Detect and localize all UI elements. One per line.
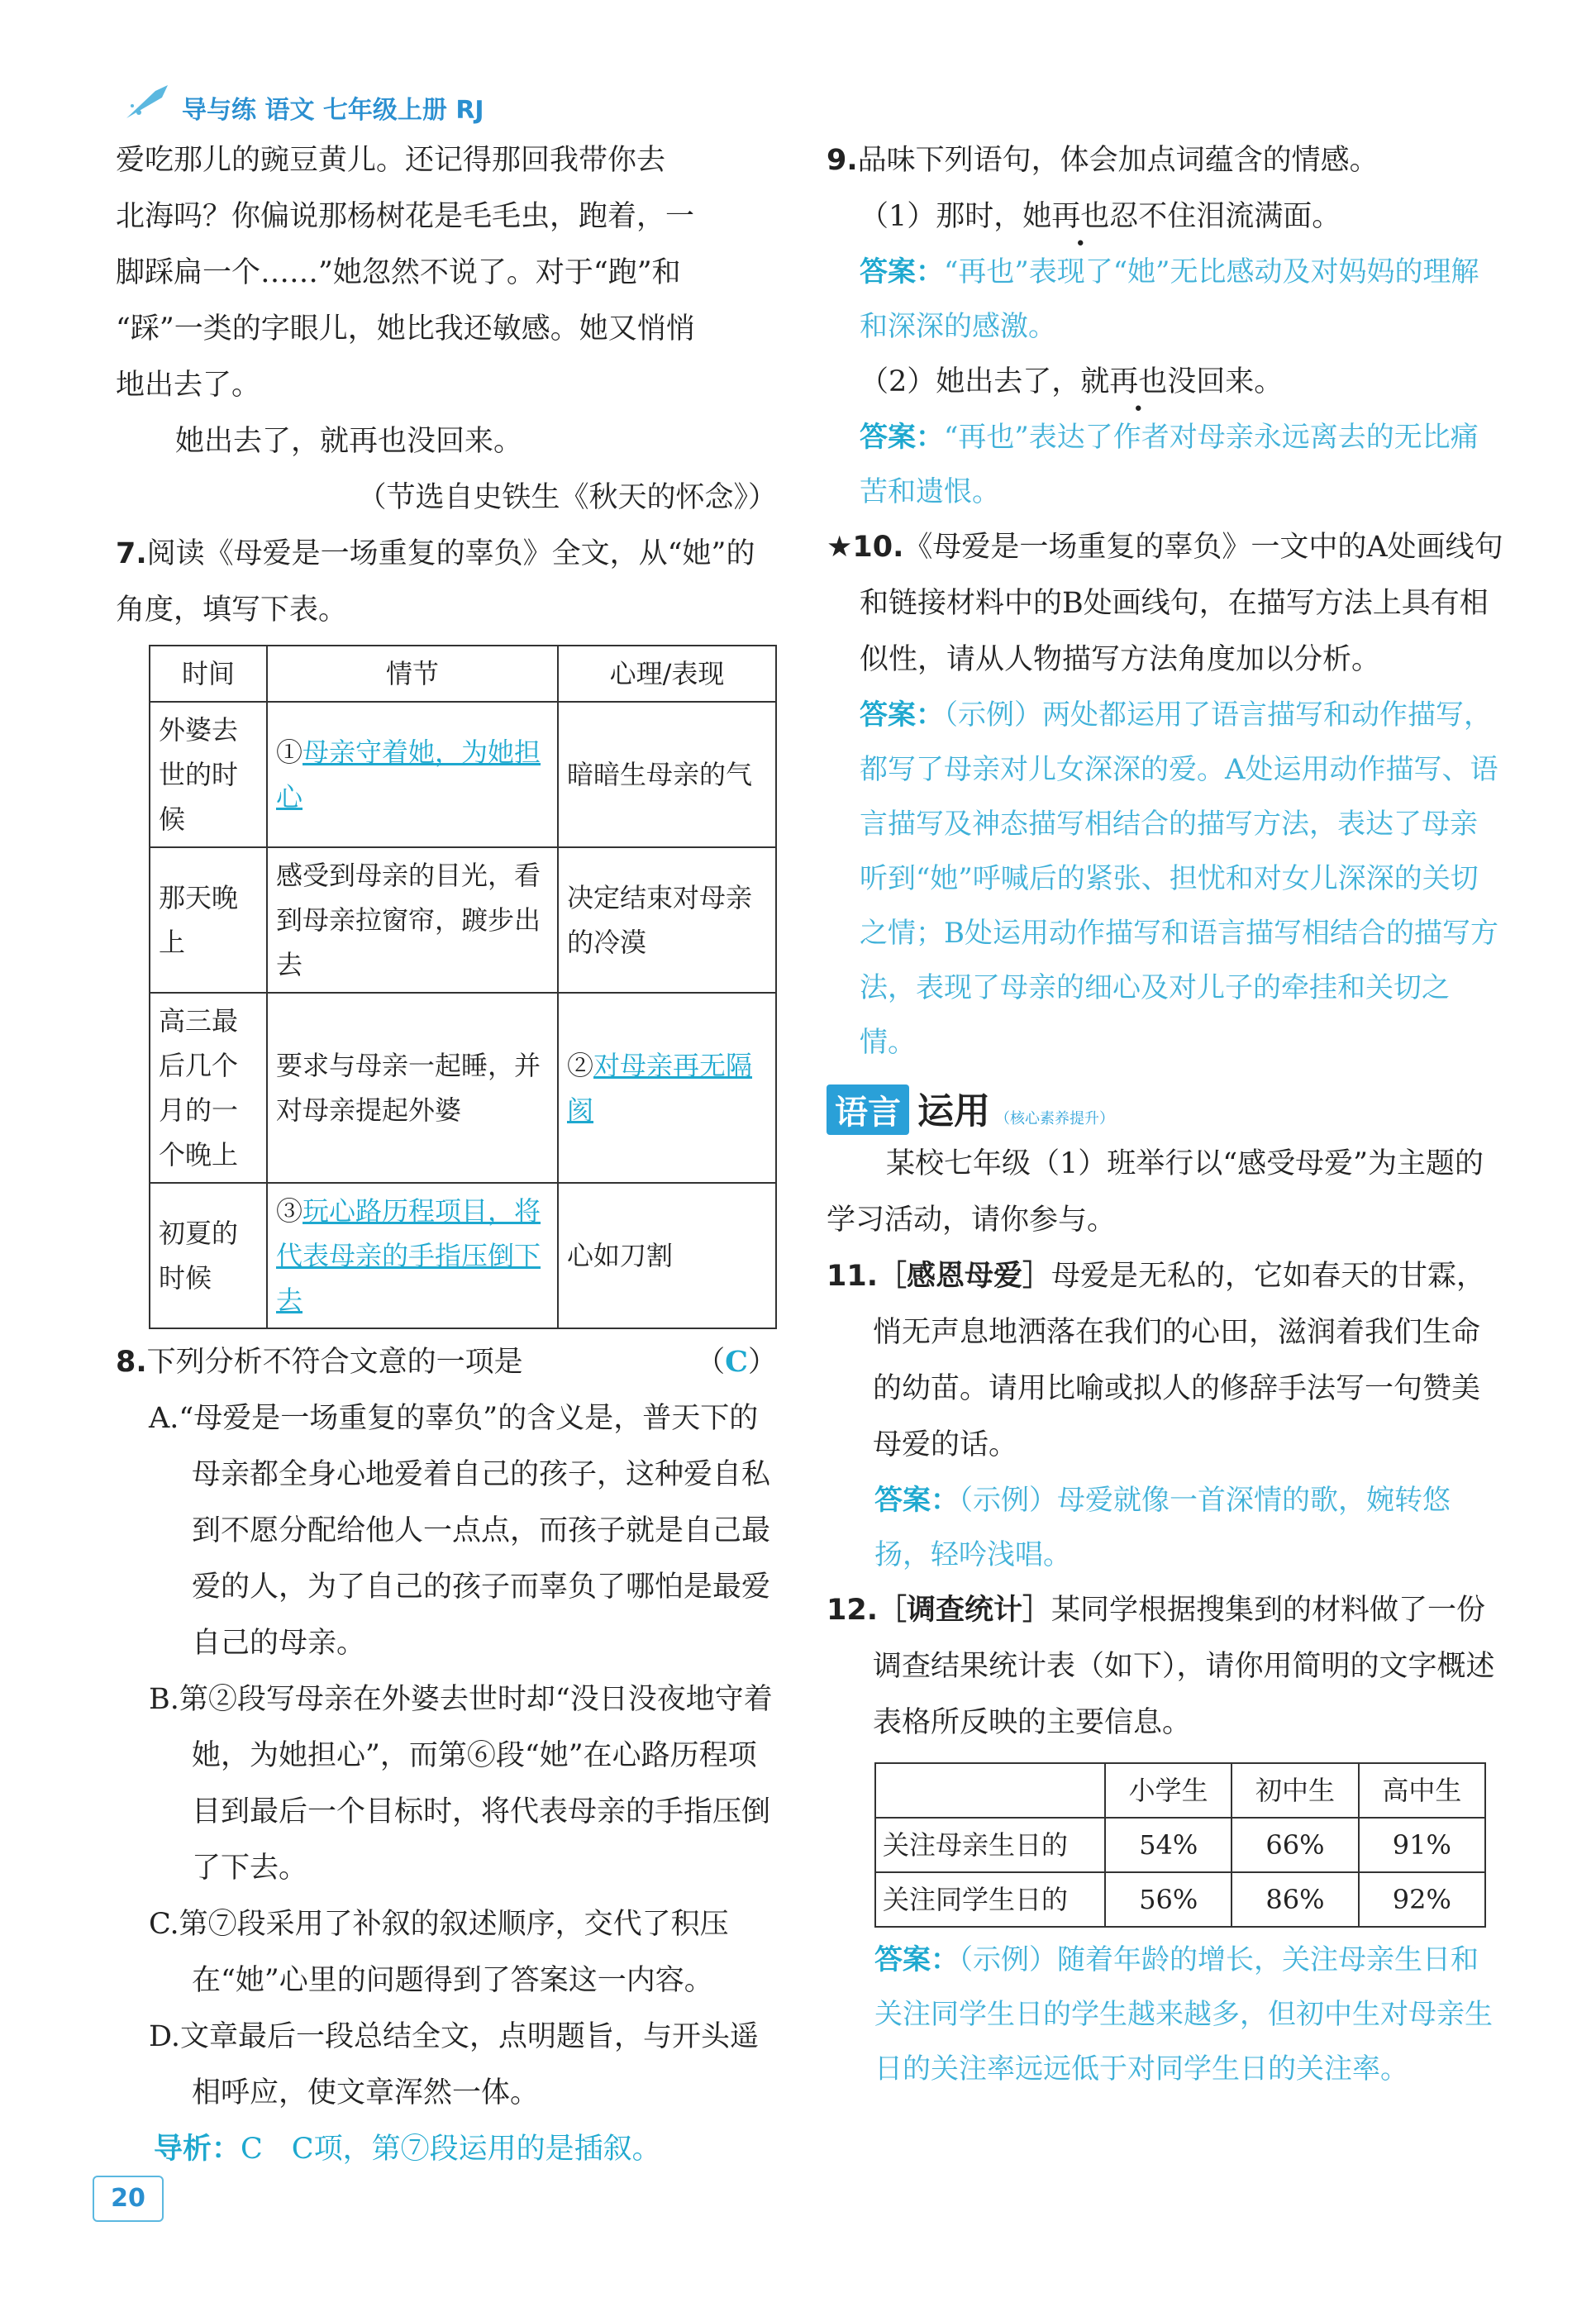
question-text: 阅读《母爱是一场重复的辜负》全文，从“她”的角度，填写下表。	[116, 537, 755, 627]
table-header: 情节	[267, 646, 558, 702]
plot-table	[149, 645, 777, 1329]
table-cell: 86%	[1232, 1872, 1358, 1927]
passage-line: 北海吗？你偏说那杨树花是毛毛虫，跑着，一	[116, 200, 695, 233]
table-cell: 66%	[1232, 1818, 1358, 1872]
table-cell: 56%	[1105, 1872, 1232, 1927]
section-badge: 语言	[827, 1084, 909, 1135]
sentence-1	[827, 188, 1504, 245]
answer-9-1	[827, 245, 1504, 354]
option-c: C.第⑦段采用了补叙的叙述顺序，交代了积压在“她”心里的问题得到了答案这一内容。	[149, 1908, 729, 1997]
question-text: 下列分析不符合文意的一项是	[146, 1346, 523, 1379]
question-9	[827, 132, 1504, 519]
guide-label: 导析：	[154, 2133, 241, 2166]
table-cell: 决定结束对母亲的冷漠	[558, 847, 776, 993]
passage-line: “踩”一类的字眼儿，她比我还敏感。她又悄悄	[116, 312, 695, 346]
bracket-open: （	[696, 1346, 726, 1379]
sentence-part: （1）那时，她	[860, 200, 1052, 233]
question-text: 母爱是无私的，它如春天的甘霖，悄无声息地洒落在我们的心田，滋润着我们生命的幼苗。请用比喻或拟人的修辞手法写一句赞美母爱的话。	[873, 1260, 1486, 1461]
table-cell: 91%	[1359, 1818, 1485, 1872]
question-number: 9.	[827, 144, 858, 177]
sentence-2	[827, 354, 1504, 410]
section-title: 运用	[917, 1090, 990, 1132]
blank-number: ③	[276, 1195, 303, 1227]
sentence-part: 没回来。	[1167, 365, 1284, 398]
question-number: ★10.	[827, 531, 904, 564]
table-cell: 关注母亲生日的	[875, 1818, 1105, 1872]
question-10	[827, 519, 1504, 1070]
section-subtitle: （核心素养提升）	[995, 1110, 1114, 1127]
table-header: 高中生	[1359, 1763, 1485, 1818]
answer-label: 答案：	[860, 698, 944, 732]
left-column	[116, 132, 777, 2177]
blank-number: ②	[567, 1050, 594, 1081]
answer-text: （示例）随着年龄的增长，关注母亲生日和关注同学生日的学生越来越多，但初中生对母亲生日的关注率远远低于对同学生日的关注率。	[874, 1943, 1493, 2086]
table-cell: 初夏的时候	[150, 1183, 267, 1328]
option-d: D.文章最后一段总结全文，点明题旨，与开头遥相呼应，使文章浑然一体。	[149, 2020, 759, 2109]
dotted-word: 再也	[1109, 365, 1168, 398]
answer-9-2	[827, 410, 1504, 519]
answer-12	[827, 1933, 1504, 2096]
table-header: 心理/表现	[558, 646, 776, 702]
filled-answer: 玩心路历程项目，将代表母亲的手指压倒下去	[276, 1195, 541, 1316]
answer-label: 答案：	[860, 255, 944, 288]
table-header: 时间	[150, 646, 267, 702]
table-header: 小学生	[1105, 1763, 1232, 1818]
question-number: 7.	[116, 537, 147, 570]
table-cell: 心如刀割	[558, 1183, 776, 1328]
question-8	[116, 1334, 777, 2177]
table-cell: 54%	[1105, 1818, 1232, 1872]
passage-source: （节选自史铁生《秋天的怀念》）	[357, 481, 777, 514]
question-12	[827, 1582, 1504, 2096]
answer-text: （示例）母爱就像一首深情的歌，婉转悠扬，轻吟浅唱。	[874, 1484, 1451, 1571]
table-cell: 外婆去世的时候	[150, 702, 267, 847]
table-cell	[267, 702, 558, 847]
question-text: 品味下列语句，体会加点词蕴含的情感。	[857, 144, 1379, 177]
bracket-close: ）	[747, 1346, 777, 1379]
passage-last-line: 她出去了，就再也没回来。	[175, 425, 523, 458]
table-cell: 92%	[1359, 1872, 1485, 1927]
question-7	[116, 526, 777, 1329]
survey-table	[874, 1762, 1486, 1928]
table-cell: 要求与母亲一起睡，并对母亲提起外婆	[267, 993, 558, 1183]
table-row	[150, 847, 776, 993]
passage-line: 脚踩扁一个……”她忽然不说了。对于“跑”和	[116, 256, 681, 289]
passage-line: 爱吃那儿的豌豆黄儿。还记得那回我带你去	[116, 144, 666, 177]
answer-label: 答案：	[874, 1943, 959, 1976]
table-row	[150, 1183, 776, 1328]
question-text: 《母爱是一场重复的辜负》一文中的A处画线句和链接材料中的B处画线句，在描写方法上具有相似性，请从人物描写方法角度加以分析。	[860, 531, 1503, 676]
choice-answer: C	[725, 1345, 748, 1379]
blank-number: ①	[276, 737, 303, 768]
question-number: 12.	[827, 1594, 879, 1627]
dotted-word: 再也	[1051, 200, 1110, 233]
rocket-icon	[122, 81, 180, 122]
table-row	[875, 1818, 1485, 1872]
question-text: 某同学根据搜集到的材料做了一份调查结果统计表（如下），请你用简明的文字概述表格所反映的主要信息。	[873, 1594, 1495, 1739]
section-heading	[827, 1081, 1504, 1131]
right-column	[827, 132, 1504, 2096]
table-row	[875, 1872, 1485, 1927]
filled-answer: 母亲守着她，为她担心	[276, 737, 541, 813]
table-header: 初中生	[1232, 1763, 1358, 1818]
table-row	[150, 993, 776, 1183]
sentence-part: 忍不住泪流满面。	[1109, 200, 1341, 233]
table-cell: 暗暗生母亲的气	[558, 702, 776, 847]
answer-label: 答案：	[874, 1484, 959, 1517]
table-cell: 高三最后几个月的一个晚上	[150, 993, 267, 1183]
question-number: 11.	[827, 1260, 879, 1293]
answer-text: “再也”表现了“她”无比感动及对妈妈的理解和深深的感激。	[860, 255, 1479, 343]
table-row	[150, 702, 776, 847]
table-cell: 那天晚上	[150, 847, 267, 993]
question-number: 8.	[116, 1346, 147, 1379]
sentence-part: （2）她出去了，就	[860, 365, 1110, 398]
table-cell: 感受到母亲的目光，看到母亲拉窗帘，踱步出去	[267, 847, 558, 993]
answer-label: 答案：	[860, 421, 944, 454]
guide-analysis	[116, 2121, 777, 2177]
answer-11	[827, 1473, 1504, 1582]
answer-text: （示例）两处都运用了语言描写和动作描写，都写了母亲对儿女深深的爱。A处运用动作描写、语言描写及神态描写相结合的描写方法，表达了母亲听到“她”呼喊后的紧张、担忧和对女儿深深的关切之情；B处运用动作描写和语言描写相结合的描写方法，表现了母亲的细心及对儿子的牵挂和关切之情。	[860, 698, 1498, 1059]
page-number: 20	[93, 2176, 164, 2222]
book-header: 导与练 语文 七年级上册 RJ	[182, 96, 484, 125]
table-cell: 关注同学生日的	[875, 1872, 1105, 1927]
passage-line: 地出去了。	[116, 369, 261, 402]
question-tag: ［调查统计］	[878, 1594, 1052, 1627]
option-a: A.“母爱是一场重复的辜负”的含义是，普天下的母亲都全身心地爱着自己的孩子，这种爱自私到不愿分配给他人一点点，而孩子就是自己最爱的人，为了自己的孩子而辜负了哪怕是最爱自己的母亲。	[149, 1402, 771, 1660]
question-11	[827, 1248, 1504, 1582]
question-tag: ［感恩母爱］	[878, 1260, 1052, 1293]
table-cell	[267, 1183, 558, 1328]
table-cell	[558, 993, 776, 1183]
passage	[116, 132, 777, 526]
answer-10	[827, 688, 1504, 1070]
activity-intro: 某校七年级（1）班举行以“感受母爱”为主题的学习活动，请你参与。	[827, 1147, 1484, 1237]
guide-text: C C项，第⑦段运用的是插叙。	[241, 2133, 661, 2166]
answer-bracket	[696, 1334, 777, 1390]
option-b: B.第②段写母亲在外婆去世时却“没日没夜地守着她，为她担心”，而第⑥段“她”在心路历程项目到最后一个目标时，将代表母亲的手指压倒了下去。	[149, 1683, 773, 1885]
answer-text: “再也”表达了作者对母亲永远离去的无比痛苦和遗恨。	[860, 421, 1479, 508]
table-header	[875, 1763, 1105, 1818]
filled-answer: 对母亲再无隔阂	[567, 1050, 753, 1126]
